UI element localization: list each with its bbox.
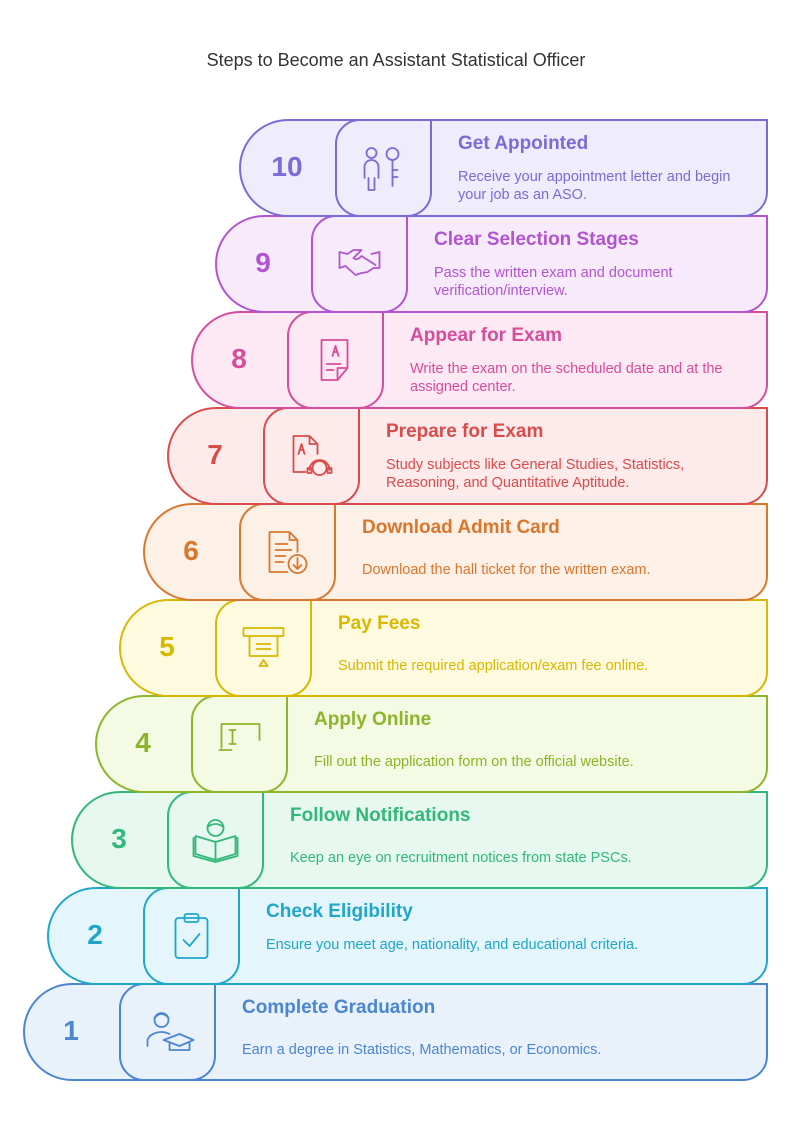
step-number: 2	[87, 919, 103, 950]
step-description: Earn a degree in Statistics, Mathematics, or Economics.	[242, 1042, 602, 1058]
step-7-icon-cell	[264, 408, 359, 504]
step-number: 5	[159, 631, 175, 662]
step-10-icon-cell	[336, 120, 431, 216]
step-number: 1	[63, 1015, 79, 1046]
step-number: 10	[271, 151, 303, 182]
step-3-icon-cell	[168, 792, 263, 888]
step-heading: Clear Selection Stages	[434, 229, 639, 250]
step-number: 6	[183, 535, 199, 566]
step-heading: Download Admit Card	[362, 517, 560, 538]
step-description: Download the hall ticket for the written exam.	[362, 562, 651, 578]
step-number: 4	[135, 727, 151, 758]
step-5-group	[120, 600, 767, 696]
step-description: Submit the required application/exam fee online.	[338, 658, 649, 674]
step-description: Pass the written exam and document verification/interview.	[434, 265, 673, 299]
step-8-icon-cell	[288, 312, 383, 408]
step-number: 3	[111, 823, 127, 854]
step-heading: Apply Online	[314, 709, 432, 730]
step-description: Receive your appointment letter and begin your job as an ASO.	[458, 169, 731, 203]
step-5-icon-cell	[216, 600, 311, 696]
diagram-title: Steps to Become an Assistant Statistical Officer	[206, 50, 586, 70]
step-description: Keep an eye on recruitment notices from state PSCs.	[290, 850, 632, 866]
step-description: Write the exam on the scheduled date and at the assigned center.	[410, 361, 723, 395]
step-number: 8	[231, 343, 247, 374]
step-number: 9	[255, 247, 271, 278]
step-heading: Check Eligibility	[266, 901, 413, 922]
step-number: 7	[207, 439, 223, 470]
step-4-icon-cell	[192, 696, 287, 792]
step-heading: Pay Fees	[338, 613, 421, 634]
step-heading: Appear for Exam	[410, 325, 563, 346]
step-heading: Get Appointed	[458, 133, 589, 154]
step-description: Study subjects like General Studies, Statistics, Reasoning, and Quantitative Aptitude.	[386, 457, 685, 491]
step-heading: Prepare for Exam	[386, 421, 544, 442]
step-6-icon-cell	[240, 504, 335, 600]
step-heading: Follow Notifications	[290, 805, 471, 826]
step-1-icon-cell	[120, 984, 215, 1080]
step-description: Fill out the application form on the official website.	[314, 754, 634, 770]
step-4-group	[96, 696, 767, 792]
step-heading: Complete Graduation	[242, 997, 436, 1018]
step-9-icon-cell	[312, 216, 407, 312]
step-description: Ensure you meet age, nationality, and educational criteria.	[266, 937, 639, 953]
step-2-icon-cell	[144, 888, 239, 984]
